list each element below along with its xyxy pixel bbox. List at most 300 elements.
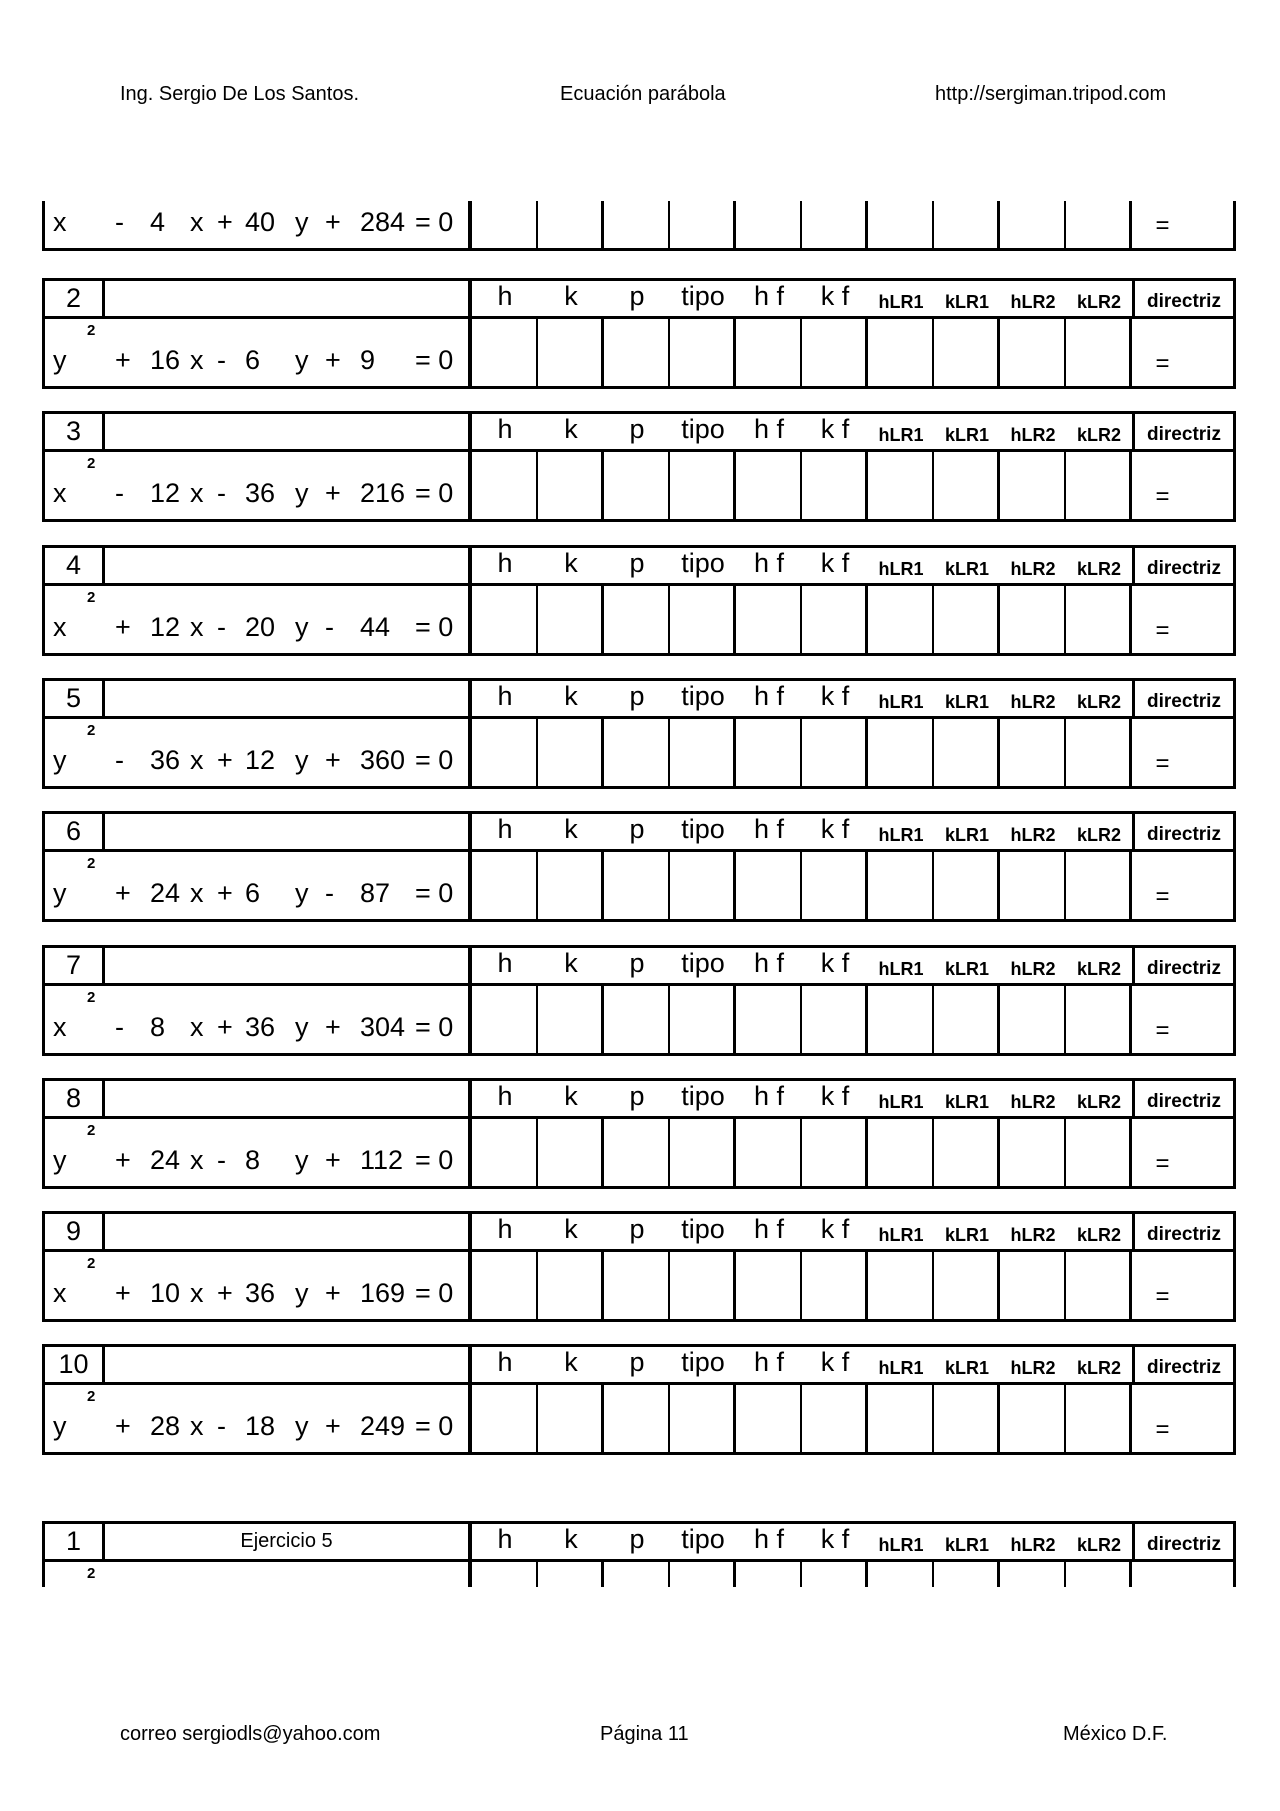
answer-cell-hf[interactable]: [736, 201, 802, 248]
exercise-label: [105, 948, 472, 983]
equation-term: x: [190, 612, 204, 642]
answer-cell-directriz[interactable]: =: [1155, 883, 1170, 910]
exponent: 2: [87, 1388, 96, 1405]
col-header-kf: k f: [820, 414, 850, 444]
equation-term: 36: [150, 745, 181, 775]
col-header-p: p: [629, 1214, 645, 1244]
equation-term: -: [217, 478, 226, 508]
answer-cell-k[interactable]: [538, 586, 604, 653]
answer-cell-hlr2[interactable]: [1000, 452, 1066, 519]
answer-cell-kf[interactable]: [802, 1119, 868, 1186]
answer-cell-h[interactable]: [472, 452, 538, 519]
exercise-block: [42, 545, 1236, 656]
equation-term: y: [53, 345, 67, 375]
col-header-h: h: [497, 281, 513, 311]
col-header-p: p: [629, 281, 645, 311]
answer-cell-k[interactable]: [538, 201, 604, 248]
col-header-h: h: [497, 414, 513, 444]
equation-term: y: [295, 1012, 309, 1042]
answer-cell-k[interactable]: [538, 1119, 604, 1186]
answer-cell-hlr2[interactable]: [1000, 986, 1066, 1053]
answer-cell-hf[interactable]: [736, 986, 802, 1053]
answer-cell-klr2[interactable]: [1066, 719, 1132, 786]
col-header-klr1: kLR1: [944, 825, 989, 845]
exercise-label: [105, 681, 472, 716]
equation: [45, 986, 472, 1053]
equation-term: y: [295, 345, 309, 375]
exercise-block: [42, 1078, 1236, 1189]
exponent: 2: [87, 855, 96, 872]
equation-term: y: [53, 878, 67, 908]
exercise-block: [42, 678, 1236, 789]
col-header-directriz: directriz: [1132, 681, 1233, 716]
answer-cell-hlr2[interactable]: [1000, 1385, 1066, 1452]
equation-term: +: [325, 345, 341, 375]
answer-cell-klr1[interactable]: [934, 1385, 1000, 1452]
answer-cell-klr2[interactable]: [1066, 1252, 1132, 1319]
col-header-kf: k f: [820, 1081, 850, 1111]
answer-cell-tipo[interactable]: [670, 719, 736, 786]
col-header-klr2: kLR2: [1076, 559, 1121, 579]
exercise-label: [105, 548, 472, 583]
col-header-tipo: tipo: [681, 281, 725, 311]
col-header-hlr2: hLR2: [1010, 825, 1056, 845]
answer-cell-tipo[interactable]: [670, 586, 736, 653]
header-author: Ing. Sergio De Los Santos.: [120, 83, 360, 105]
col-header-k: k: [564, 681, 578, 711]
answer-cell-kf[interactable]: [802, 586, 868, 653]
answer-cell-klr2[interactable]: [1066, 586, 1132, 653]
col-header-p: p: [629, 414, 645, 444]
equation: x - 4 x + 40 y + 284 = 0: [45, 201, 472, 248]
equation-term: y: [295, 878, 309, 908]
answer-cell-directriz[interactable]: =: [1155, 483, 1170, 510]
answer-cell-tipo[interactable]: [670, 452, 736, 519]
col-header-klr1: kLR1: [944, 692, 989, 712]
answer-cell-kf[interactable]: [802, 986, 868, 1053]
equation-term: 6: [245, 878, 261, 908]
equation-term: x: [190, 1411, 204, 1441]
equation-term: -: [217, 1145, 226, 1175]
equation: [45, 1385, 472, 1452]
answer-cell-klr1[interactable]: [934, 1119, 1000, 1186]
answer-cell-hf[interactable]: [736, 852, 802, 919]
exercise-block: [42, 1344, 1236, 1455]
col-header-directriz: directriz: [1132, 1347, 1233, 1382]
exercise-label: [105, 1214, 472, 1249]
answer-cell-hf[interactable]: [736, 1385, 802, 1452]
answer-cell-hlr1[interactable]: [868, 586, 934, 653]
equation-term: 360: [360, 745, 406, 775]
col-header-hlr2: hLR2: [1010, 692, 1056, 712]
equation-term: x: [53, 1278, 67, 1308]
equation-term: +: [325, 745, 341, 775]
equation-term: +: [115, 878, 131, 908]
answer-cell-kf[interactable]: [802, 201, 868, 248]
answer-cell-directriz[interactable]: =: [1155, 1283, 1170, 1310]
col-header-directriz: directriz: [1132, 1524, 1233, 1559]
col-header-hf: h f: [753, 948, 785, 978]
answer-cell-hlr1[interactable]: [868, 719, 934, 786]
col-header-hlr2: hLR2: [1010, 1358, 1056, 1378]
equation-term: x: [190, 1278, 204, 1308]
exercise-number: 9: [45, 1214, 105, 1249]
answer-cell-p[interactable]: [604, 986, 670, 1053]
col-header-k: k: [564, 814, 578, 844]
equation-term: -: [325, 878, 334, 908]
answer-cell-hlr1[interactable]: [868, 852, 934, 919]
exercise-number: 2: [45, 281, 105, 316]
answer-cell-p[interactable]: [604, 201, 670, 248]
answer-cell-tipo[interactable]: [670, 319, 736, 386]
answer-cell-h[interactable]: [472, 1119, 538, 1186]
exercise-block: [42, 811, 1236, 922]
answer-cell-klr2[interactable]: [1066, 201, 1132, 248]
answer-cell-h[interactable]: [472, 1252, 538, 1319]
equation-term: y: [295, 478, 309, 508]
exercise-number: 3: [45, 414, 105, 449]
exercise-block: [42, 945, 1236, 1056]
col-header-hlr2: hLR2: [1010, 1535, 1056, 1555]
col-header-h: h: [497, 1524, 513, 1554]
equation-term: = 0: [415, 1145, 454, 1175]
answer-cell-h[interactable]: [472, 719, 538, 786]
exercise-label: [105, 281, 472, 316]
answer-cell-klr1[interactable]: [934, 319, 1000, 386]
answer-cell-hlr2[interactable]: [1000, 852, 1066, 919]
answer-cell-k[interactable]: [538, 1385, 604, 1452]
answer-cell-directriz[interactable]: =: [1155, 750, 1170, 777]
col-header-tipo: tipo: [681, 1081, 725, 1111]
answer-cell-klr2[interactable]: [1066, 1385, 1132, 1452]
equation-term: 6: [245, 345, 261, 375]
answer-cell-hlr2[interactable]: [1000, 719, 1066, 786]
answer-cell-tipo[interactable]: [670, 986, 736, 1053]
col-header-p: p: [629, 814, 645, 844]
equation-term: -: [115, 745, 124, 775]
equation-term: +: [115, 612, 131, 642]
answer-cell-hf[interactable]: [736, 1252, 802, 1319]
equation-term: 28: [150, 1411, 181, 1441]
equation-term: 20: [245, 612, 276, 642]
answer-cell-klr1[interactable]: [934, 452, 1000, 519]
equation-term: 24: [150, 878, 181, 908]
answer-cell-tipo[interactable]: [670, 852, 736, 919]
equation-term: +: [325, 478, 341, 508]
answer-cell-klr2[interactable]: [1066, 852, 1132, 919]
answer-cell-h[interactable]: [472, 986, 538, 1053]
answer-cell-tipo[interactable]: [670, 201, 736, 248]
answer-cell-kf[interactable]: [802, 1252, 868, 1319]
equation-term: 87: [360, 878, 391, 908]
col-header-h: h: [497, 681, 513, 711]
answer-cell-klr1[interactable]: [934, 586, 1000, 653]
answer-cell-h[interactable]: [472, 852, 538, 919]
col-header-hlr1: hLR1: [878, 559, 924, 579]
col-header-h: h: [497, 948, 513, 978]
answer-cell-hlr2[interactable]: [1000, 1119, 1066, 1186]
equation-term: y: [53, 745, 67, 775]
col-header-hlr1: hLR1: [878, 292, 924, 312]
col-header-k: k: [564, 414, 578, 444]
equation-term: -: [115, 478, 124, 508]
col-header-hlr1: hLR1: [878, 1358, 924, 1378]
equation-term: +: [115, 1145, 131, 1175]
answer-cell-kf[interactable]: [802, 1385, 868, 1452]
equation-term: x: [190, 345, 204, 375]
col-header-hf: h f: [753, 414, 785, 444]
answer-cell-kf[interactable]: [802, 719, 868, 786]
equation-term: y: [53, 1411, 67, 1441]
col-header-k: k: [564, 948, 578, 978]
answer-cell-k[interactable]: [538, 852, 604, 919]
answer-cell-hlr1[interactable]: [868, 452, 934, 519]
answer-cell-p[interactable]: [604, 586, 670, 653]
answer-cell-tipo[interactable]: [670, 1385, 736, 1452]
equation-term: +: [115, 1278, 131, 1308]
equation-term: y: [295, 745, 309, 775]
exercise-label: Ejercicio 5: [105, 1524, 472, 1559]
equation-term: +: [217, 1278, 233, 1308]
exponent: 2: [87, 455, 96, 472]
exercise-label: [105, 814, 472, 849]
answer-cell-p[interactable]: [604, 1119, 670, 1186]
answer-cell-klr2[interactable]: [1066, 452, 1132, 519]
col-header-klr2: kLR2: [1076, 425, 1121, 445]
equation-term: 12: [150, 478, 181, 508]
col-header-tipo: tipo: [681, 681, 725, 711]
equation-term: 44: [360, 612, 391, 642]
equation-term: +: [325, 1411, 341, 1441]
answer-cell-directriz[interactable]: =: [1155, 212, 1170, 239]
col-header-k: k: [564, 1081, 578, 1111]
answer-cell-directriz[interactable]: =: [1155, 350, 1170, 377]
exercise-block: [42, 1211, 1236, 1322]
equation-term: +: [217, 745, 233, 775]
col-header-h: h: [497, 814, 513, 844]
exercise-number: 10: [45, 1347, 105, 1382]
col-header-hf: h f: [753, 681, 785, 711]
answer-cell-k[interactable]: [538, 452, 604, 519]
answer-cell-hlr1[interactable]: [868, 319, 934, 386]
col-header-kf: k f: [820, 681, 850, 711]
answer-cell-kf[interactable]: [802, 319, 868, 386]
equation-term: 16: [150, 345, 181, 375]
answer-cell-klr1[interactable]: [934, 1252, 1000, 1319]
answer-cell-klr1[interactable]: [934, 986, 1000, 1053]
col-header-klr1: kLR1: [944, 292, 989, 312]
col-header-hf: h f: [753, 281, 785, 311]
answer-cell-p[interactable]: [604, 319, 670, 386]
answer-cell-hlr2[interactable]: [1000, 1252, 1066, 1319]
answer-cell-directriz[interactable]: =: [1155, 1416, 1170, 1443]
equation-term: x: [190, 1012, 204, 1042]
answer-cell-hlr1[interactable]: [868, 201, 934, 248]
col-header-tipo: tipo: [681, 1524, 725, 1554]
answer-cell-hlr1[interactable]: [868, 1252, 934, 1319]
exercise-block: [42, 411, 1236, 522]
answer-cell-directriz[interactable]: =: [1155, 617, 1170, 644]
col-header-p: p: [629, 948, 645, 978]
col-header-directriz: directriz: [1132, 414, 1233, 449]
col-header-tipo: tipo: [681, 1214, 725, 1244]
answer-cell-p[interactable]: [604, 452, 670, 519]
equation-term: -: [325, 612, 334, 642]
exercise-block-partial-top: [42, 201, 1236, 251]
equation-term: +: [325, 1145, 341, 1175]
col-header-p: p: [629, 1347, 645, 1377]
answer-cell-directriz[interactable]: =: [1155, 1150, 1170, 1177]
col-header-klr2: kLR2: [1076, 1225, 1121, 1245]
answer-cell-hf[interactable]: [736, 319, 802, 386]
equation-term: x: [190, 1145, 204, 1175]
answer-cell-h[interactable]: [472, 319, 538, 386]
answer-cell-hf[interactable]: [736, 452, 802, 519]
col-header-hlr1: hLR1: [878, 1225, 924, 1245]
equation-term: y: [53, 1145, 67, 1175]
exercise-number: 4: [45, 548, 105, 583]
answer-cell-klr1[interactable]: [934, 852, 1000, 919]
equation: [45, 1119, 472, 1186]
equation-term: 249: [360, 1411, 406, 1441]
answer-cell-hlr2[interactable]: [1000, 586, 1066, 653]
col-header-klr2: kLR2: [1076, 292, 1121, 312]
col-header-hlr1: hLR1: [878, 1535, 924, 1555]
answer-cell-hlr2[interactable]: [1000, 201, 1066, 248]
equation-term: 112: [360, 1145, 404, 1175]
answer-cell-klr2[interactable]: [1066, 1119, 1132, 1186]
equation-term: = 0: [415, 612, 454, 642]
answer-cell-k[interactable]: [538, 319, 604, 386]
answer-cell-h[interactable]: [472, 586, 538, 653]
header-url: http://sergiman.tripod.com: [935, 83, 1167, 105]
answer-cell-hlr2[interactable]: [1000, 319, 1066, 386]
equation-term: +: [217, 1012, 233, 1042]
col-header-klr2: kLR2: [1076, 1358, 1121, 1378]
col-header-klr1: kLR1: [944, 959, 989, 979]
exercise-block: [42, 278, 1236, 389]
col-header-directriz: directriz: [1132, 948, 1233, 983]
equation-term: 216: [360, 478, 406, 508]
exercise-label: [105, 1081, 472, 1116]
answer-cell-klr2[interactable]: [1066, 986, 1132, 1053]
col-header-kf: k f: [820, 814, 850, 844]
answer-cell-hlr1[interactable]: [868, 1385, 934, 1452]
answer-cell-hf[interactable]: [736, 586, 802, 653]
col-header-klr1: kLR1: [944, 559, 989, 579]
col-header-p: p: [629, 1081, 645, 1111]
answer-cell-hf[interactable]: [736, 1119, 802, 1186]
footer-page-number: Página 11: [600, 1723, 689, 1745]
answer-cell-k[interactable]: [538, 986, 604, 1053]
equation-term: +: [115, 1411, 131, 1441]
col-header-kf: k f: [820, 281, 850, 311]
equation-term: -: [115, 1012, 124, 1042]
col-header-hlr2: hLR2: [1010, 425, 1056, 445]
answer-cell-hlr1[interactable]: [868, 986, 934, 1053]
answer-cell-k[interactable]: [538, 1252, 604, 1319]
answer-cell-p[interactable]: [604, 1385, 670, 1452]
equation: [45, 1252, 472, 1319]
exercise-number: 1: [45, 1524, 105, 1559]
answer-cell-klr1[interactable]: [934, 719, 1000, 786]
answer-cell-tipo[interactable]: [670, 1119, 736, 1186]
exponent: 2: [87, 1122, 96, 1139]
col-header-hf: h f: [753, 814, 785, 844]
col-header-klr2: kLR2: [1076, 1092, 1121, 1112]
answer-cell-p[interactable]: [604, 719, 670, 786]
col-header-kf: k f: [820, 1214, 850, 1244]
answer-cell-kf[interactable]: [802, 452, 868, 519]
answer-cell-k[interactable]: [538, 719, 604, 786]
col-header-hlr1: hLR1: [878, 959, 924, 979]
col-header-kf: k f: [820, 1524, 850, 1554]
answer-cell-h[interactable]: [472, 201, 538, 248]
answer-cell-p[interactable]: [604, 852, 670, 919]
col-header-klr1: kLR1: [944, 1225, 989, 1245]
answer-cell-h[interactable]: [472, 1385, 538, 1452]
col-header-tipo: tipo: [681, 414, 725, 444]
col-header-k: k: [564, 1214, 578, 1244]
col-header-directriz: directriz: [1132, 814, 1233, 849]
equation: [45, 452, 472, 519]
answer-cell-klr1[interactable]: [934, 201, 1000, 248]
equation-term: = 0: [415, 478, 454, 508]
col-header-k: k: [564, 281, 578, 311]
footer-email: correo sergiodls@yahoo.com: [120, 1723, 381, 1745]
equation-term: = 0: [415, 345, 454, 375]
col-header-hlr2: hLR2: [1010, 559, 1056, 579]
col-header-k: k: [564, 548, 578, 578]
col-header-h: h: [497, 548, 513, 578]
answer-cell-p[interactable]: [604, 1252, 670, 1319]
equation-term: x: [53, 612, 67, 642]
col-header-klr1: kLR1: [944, 1358, 989, 1378]
exercise-label: [105, 414, 472, 449]
col-header-hf: h f: [753, 1347, 785, 1377]
equation-term: 8: [245, 1145, 261, 1175]
answer-cell-kf[interactable]: [802, 852, 868, 919]
equation: 2: [45, 1562, 472, 1587]
col-header-klr1: kLR1: [944, 1092, 989, 1112]
col-header-directriz: directriz: [1132, 281, 1233, 316]
answer-cell-tipo[interactable]: [670, 1252, 736, 1319]
col-header-hlr1: hLR1: [878, 825, 924, 845]
answer-cell-hlr1[interactable]: [868, 1119, 934, 1186]
equation-term: 169: [360, 1278, 406, 1308]
answer-cell-hf[interactable]: [736, 719, 802, 786]
equation: [45, 319, 472, 386]
answer-cell-directriz[interactable]: =: [1155, 1017, 1170, 1044]
equation-term: = 0: [415, 1012, 454, 1042]
col-header-klr2: kLR2: [1076, 959, 1121, 979]
equation-term: 36: [245, 1012, 276, 1042]
exercise-number: 8: [45, 1081, 105, 1116]
equation-term: = 0: [415, 1411, 454, 1441]
equation-term: = 0: [415, 878, 454, 908]
exercise-number: 7: [45, 948, 105, 983]
col-header-klr1: kLR1: [944, 425, 989, 445]
equation-term: +: [325, 1278, 341, 1308]
col-header-klr2: kLR2: [1076, 825, 1121, 845]
equation-term: +: [217, 878, 233, 908]
col-header-h: h: [497, 1347, 513, 1377]
col-header-hlr2: hLR2: [1010, 1092, 1056, 1112]
col-header-hlr2: hLR2: [1010, 1225, 1056, 1245]
equation-term: y: [295, 1145, 309, 1175]
exercise-number: 6: [45, 814, 105, 849]
answer-cell-klr2[interactable]: [1066, 319, 1132, 386]
